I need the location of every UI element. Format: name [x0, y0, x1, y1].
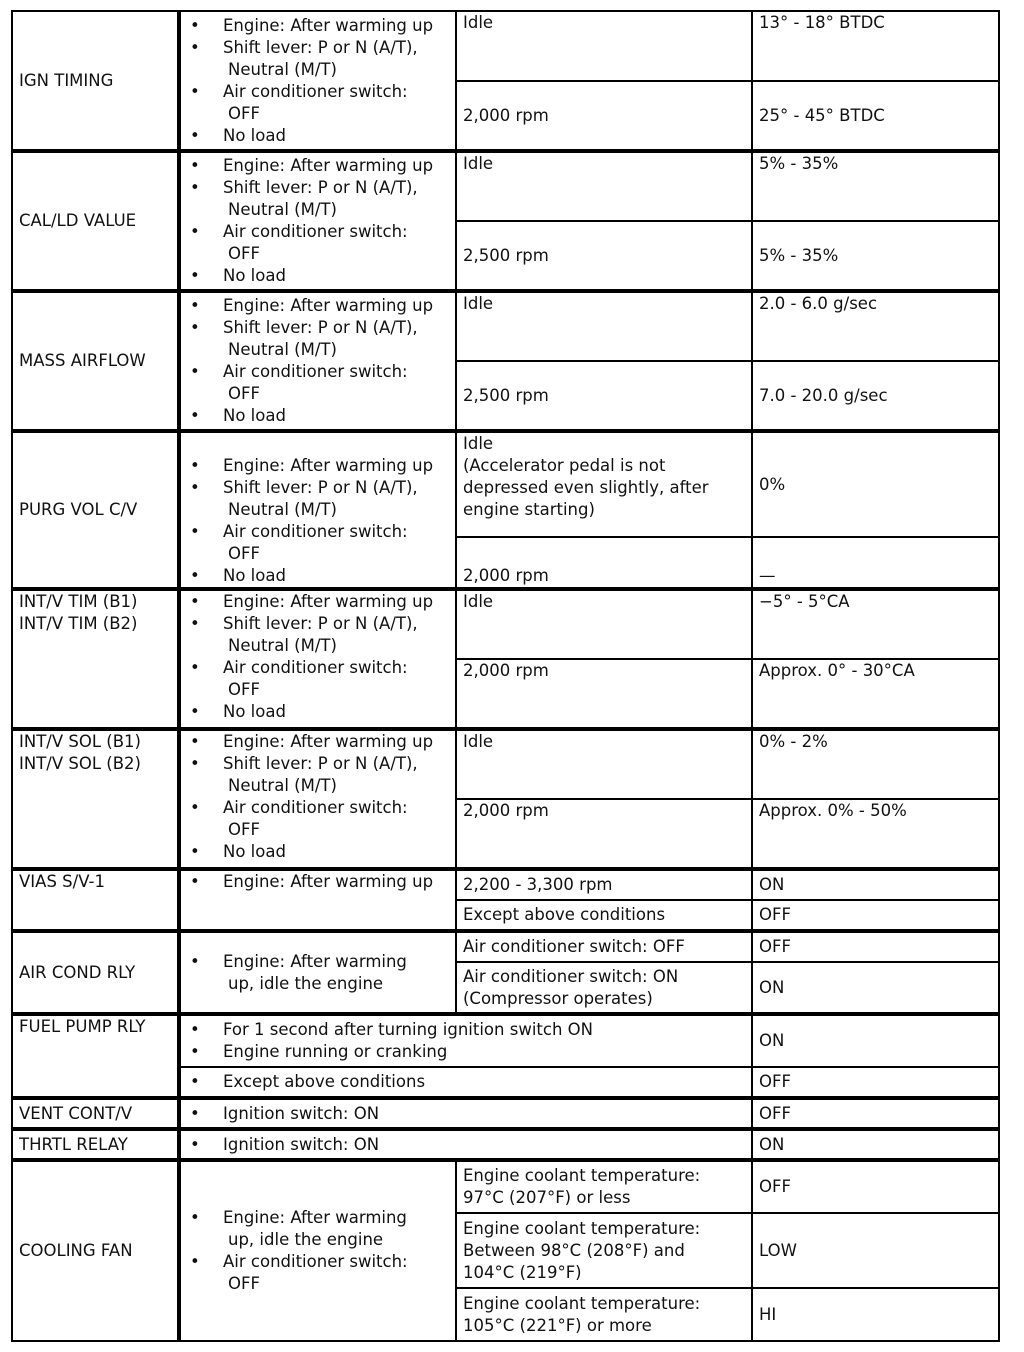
- condition-cell: [179, 1098, 752, 1129]
- condition-bullet: [187, 455, 449, 477]
- condition-text: Except above conditions: [223, 1072, 426, 1091]
- sub-condition: Engine coolant temperature: Between 98°C (208°F) and 104°C (219°F): [456, 1213, 752, 1288]
- condition-text: Shift lever: P or N (A/T),: [223, 478, 418, 497]
- condition-bullet: [187, 841, 449, 863]
- condition-bullet: [187, 753, 449, 797]
- specification-value: OFF: [752, 1098, 999, 1129]
- condition-text: Engine: After warming up: [223, 15, 434, 35]
- condition-bullet: [187, 177, 449, 221]
- condition-text: Neutral (M/T): [228, 59, 337, 79]
- condition-text: Air conditioner switch:: [223, 522, 408, 541]
- specification-value: HI: [752, 1288, 999, 1341]
- sub-condition: 2,000 rpm: [456, 537, 752, 589]
- condition-bullet: [187, 125, 449, 147]
- condition-bullet: [187, 1103, 745, 1125]
- condition-text: Neutral (M/T): [228, 636, 337, 655]
- sub-condition: Engine coolant temperature: 97°C (207°F) or less: [456, 1160, 752, 1213]
- condition-text: Shift lever: P or N (A/T),: [223, 318, 418, 337]
- specification-value: 13° - 18° BTDC: [752, 11, 999, 81]
- sub-condition: Except above conditions: [456, 900, 752, 931]
- table-row: [12, 151, 999, 221]
- condition-bullet: [187, 871, 449, 893]
- specification-value: ON: [752, 962, 999, 1014]
- condition-bullet: [187, 731, 449, 753]
- condition-text: Air conditioner switch:: [223, 222, 408, 241]
- condition-text: OFF: [228, 384, 260, 403]
- specification-value: ON: [752, 1129, 999, 1160]
- condition-bullet: [187, 37, 449, 81]
- condition-cell: [179, 1160, 456, 1341]
- condition-bullet: [187, 521, 449, 565]
- table-row: [12, 1129, 999, 1160]
- sub-condition: Idle (Accelerator pedal is not depressed even slightly, after engine starting): [456, 431, 752, 537]
- specification-value: 7.0 - 20.0 g/sec: [752, 361, 999, 431]
- condition-bullet: [187, 565, 449, 587]
- condition-text: No load: [223, 266, 286, 285]
- specification-value: 5% - 35%: [752, 221, 999, 291]
- condition-text: up, idle the engine: [228, 973, 384, 993]
- condition-text: Engine: After warming up: [223, 156, 434, 175]
- condition-bullet: [187, 155, 449, 177]
- condition-text: OFF: [228, 680, 260, 699]
- specification-value: Approx. 0° - 30°CA: [752, 659, 999, 729]
- condition-cell: [179, 1129, 752, 1160]
- specification-value: OFF: [752, 900, 999, 931]
- table-row: [12, 1098, 999, 1129]
- condition-text: OFF: [228, 103, 260, 123]
- specification-value: OFF: [752, 1160, 999, 1213]
- condition-cell: [179, 431, 456, 589]
- condition-cell: [179, 151, 456, 291]
- monitor-item: VENT CONT/V: [12, 1098, 179, 1129]
- condition-text: up, idle the engine: [228, 1230, 384, 1249]
- monitor-item: CAL/LD VALUE: [12, 151, 179, 291]
- sub-condition: Idle: [456, 291, 752, 361]
- sub-condition: Idle: [456, 151, 752, 221]
- table-row: [12, 931, 999, 962]
- condition-text: Shift lever: P or N (A/T),: [223, 37, 418, 57]
- monitor-item: COOLING FAN: [12, 1160, 179, 1341]
- condition-bullet: [187, 1019, 745, 1041]
- specification-value: 2.0 - 6.0 g/sec: [752, 291, 999, 361]
- condition-text: Air conditioner switch:: [223, 81, 408, 101]
- sub-condition: 2,000 rpm: [456, 799, 752, 869]
- sub-condition: 2,500 rpm: [456, 221, 752, 291]
- condition-text: Engine: After warming up: [223, 592, 434, 611]
- condition-cell: [179, 589, 456, 729]
- specification-value: LOW: [752, 1213, 999, 1288]
- monitor-item: PURG VOL C/V: [12, 431, 179, 589]
- condition-bullet: [187, 81, 449, 125]
- table-row: [12, 869, 999, 900]
- specification-value: OFF: [752, 1067, 999, 1098]
- table-row: [12, 1160, 999, 1213]
- monitor-item: MASS AIRFLOW: [12, 291, 179, 431]
- condition-bullet: [187, 361, 449, 405]
- condition-bullet: [187, 221, 449, 265]
- condition-bullet: [187, 797, 449, 841]
- specification-value: −5° - 5°CA: [752, 589, 999, 659]
- condition-text: Engine: After warming: [223, 1208, 407, 1227]
- condition-text: Neutral (M/T): [228, 500, 337, 519]
- condition-bullet: [187, 15, 449, 37]
- sub-condition: 2,500 rpm: [456, 361, 752, 431]
- specification-value: 0% - 2%: [752, 729, 999, 799]
- condition-text: Air conditioner switch:: [223, 658, 408, 677]
- table-row: [12, 431, 999, 537]
- condition-cell: [179, 291, 456, 431]
- table-row: [12, 1014, 999, 1067]
- condition-text: Air conditioner switch:: [223, 1252, 408, 1271]
- condition-bullet: [187, 1207, 449, 1251]
- condition-text: Shift lever: P or N (A/T),: [223, 754, 418, 773]
- sub-condition: Engine coolant temperature: 105°C (221°F) or more: [456, 1288, 752, 1341]
- condition-cell: [179, 729, 456, 869]
- sub-condition: Idle: [456, 589, 752, 659]
- condition-bullet: [187, 1251, 449, 1295]
- specification-value: Approx. 0% - 50%: [752, 799, 999, 869]
- specification-value: 5% - 35%: [752, 151, 999, 221]
- condition-cell: [179, 11, 456, 151]
- condition-bullet: [187, 1071, 745, 1093]
- condition-text: Neutral (M/T): [228, 776, 337, 795]
- condition-cell: [179, 1067, 752, 1098]
- table-row: [12, 729, 999, 799]
- condition-bullet: [187, 265, 449, 287]
- condition-text: Engine: After warming up: [223, 456, 434, 475]
- condition-text: No load: [223, 406, 286, 425]
- specification-value: 25° - 45° BTDC: [752, 81, 999, 151]
- condition-text: No load: [223, 125, 286, 145]
- sub-condition: 2,000 rpm: [456, 659, 752, 729]
- monitor-item: VIAS S/V-1: [12, 869, 179, 931]
- specification-value: 0%: [752, 431, 999, 537]
- condition-bullet: [187, 951, 449, 995]
- condition-text: OFF: [228, 820, 260, 839]
- sub-condition: 2,200 - 3,300 rpm: [456, 869, 752, 900]
- monitor-item: INT/V SOL (B1) INT/V SOL (B2): [12, 729, 179, 869]
- sub-condition: Air conditioner switch: OFF: [456, 931, 752, 962]
- sub-condition: Idle: [456, 729, 752, 799]
- condition-text: For 1 second after turning ignition switch ON: [223, 1020, 593, 1039]
- condition-text: Shift lever: P or N (A/T),: [223, 614, 418, 633]
- condition-bullet: [187, 613, 449, 657]
- condition-bullet: [187, 1041, 745, 1063]
- monitor-item: AIR COND RLY: [12, 931, 179, 1014]
- condition-text: Engine: After warming: [223, 951, 407, 971]
- condition-bullet: [187, 591, 449, 613]
- specification-value: —: [752, 537, 999, 589]
- monitor-item: FUEL PUMP RLY: [12, 1014, 179, 1098]
- condition-bullet: [187, 317, 449, 361]
- table-row: [12, 11, 999, 81]
- condition-bullet: [187, 1134, 745, 1156]
- monitor-item: INT/V TIM (B1) INT/V TIM (B2): [12, 589, 179, 729]
- condition-text: No load: [223, 842, 286, 861]
- condition-cell: [179, 1014, 752, 1067]
- specification-table: [11, 10, 1000, 1342]
- sub-condition: Air conditioner switch: ON (Compressor operates): [456, 962, 752, 1014]
- condition-text: OFF: [228, 244, 260, 263]
- table-row: [12, 291, 999, 361]
- condition-bullet: [187, 657, 449, 701]
- condition-cell: [179, 869, 456, 931]
- condition-text: Neutral (M/T): [228, 200, 337, 219]
- condition-text: OFF: [228, 1274, 260, 1293]
- condition-text: Neutral (M/T): [228, 340, 337, 359]
- specification-value: ON: [752, 1014, 999, 1067]
- condition-bullet: [187, 477, 449, 521]
- condition-text: Engine: After warming up: [223, 296, 434, 315]
- condition-bullet: [187, 701, 449, 723]
- condition-text: Air conditioner switch:: [223, 798, 408, 817]
- condition-text: Ignition switch: ON: [223, 1103, 380, 1123]
- condition-text: No load: [223, 566, 286, 585]
- monitor-item: IGN TIMING: [12, 11, 179, 151]
- sub-condition: Idle: [456, 11, 752, 81]
- condition-text: Engine: After warming up: [223, 872, 434, 891]
- condition-bullet: [187, 405, 449, 427]
- condition-text: Engine running or cranking: [223, 1042, 448, 1061]
- condition-text: Air conditioner switch:: [223, 362, 408, 381]
- specification-value: ON: [752, 869, 999, 900]
- specification-value: OFF: [752, 931, 999, 962]
- condition-cell: [179, 931, 456, 1014]
- condition-text: Engine: After warming up: [223, 732, 434, 751]
- sub-condition: 2,000 rpm: [456, 81, 752, 151]
- condition-text: OFF: [228, 544, 260, 563]
- table-row: [12, 589, 999, 659]
- condition-text: No load: [223, 702, 286, 721]
- condition-text: Ignition switch: ON: [223, 1134, 380, 1154]
- condition-text: Shift lever: P or N (A/T),: [223, 178, 418, 197]
- monitor-item: THRTL RELAY: [12, 1129, 179, 1160]
- condition-bullet: [187, 295, 449, 317]
